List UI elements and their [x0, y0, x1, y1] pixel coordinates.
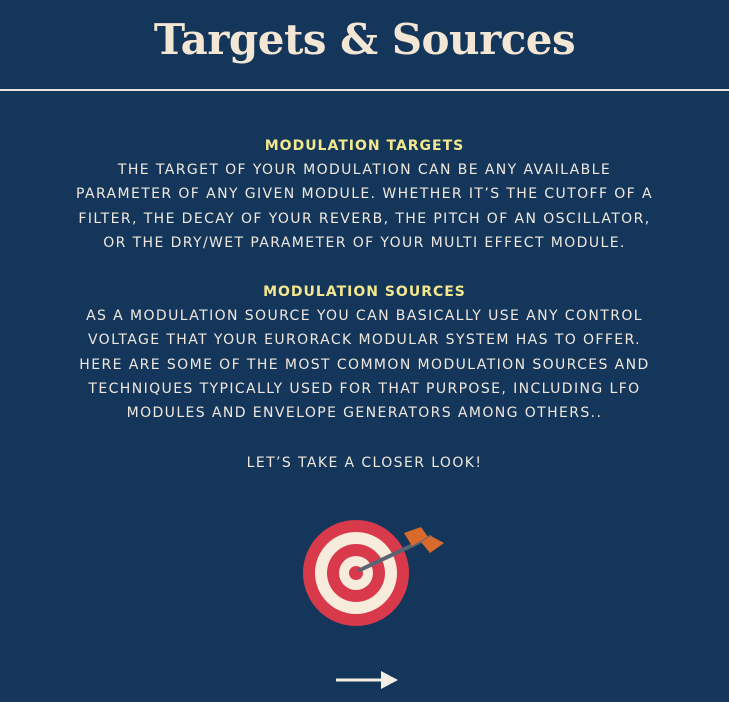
arrow-right-icon[interactable] [335, 668, 399, 692]
modulation-sources-text: AS A MODULATION SOURCE YOU CAN BASICALLY USE ANY CONTROL VOLTAGE THAT YOUR EURORACK MODULAR SYSTEM HAS TO OFFER. HERE ARE SOME OF THE MOST COMMON MODULATION SOURCES AND TECHNIQUES TYPICALLY USED FOR THAT PURPOSE, INCLUDING LFO MODULES AND ENVELOPE GENERATORS AMONG OTHERS.. [79, 308, 650, 422]
page-title: Targets & Sources [153, 15, 576, 64]
title-divider [0, 89, 729, 91]
modulation-sources-section [70, 280, 659, 425]
modulation-targets-text: THE TARGET OF YOUR MODULATION CAN BE ANY AVAILABLE PARAMETER OF ANY GIVEN MODULE. WHETHER IT’S THE CUTOFF OF A FILTER, THE DECAY OF YOUR REVERB, THE PITCH OF AN OSCILLATOR, OR THE DRY/WET PARAMETER OF YOUR MULTI EFFECT MODULE. [76, 162, 653, 251]
modulation-sources-heading: MODULATION SOURCES [263, 284, 466, 300]
target-with-arrow-icon [300, 515, 450, 630]
closer-look-text: LET’S TAKE A CLOSER LOOK! [246, 455, 483, 471]
modulation-targets-section [70, 134, 659, 255]
modulation-targets-heading: MODULATION TARGETS [264, 138, 465, 154]
